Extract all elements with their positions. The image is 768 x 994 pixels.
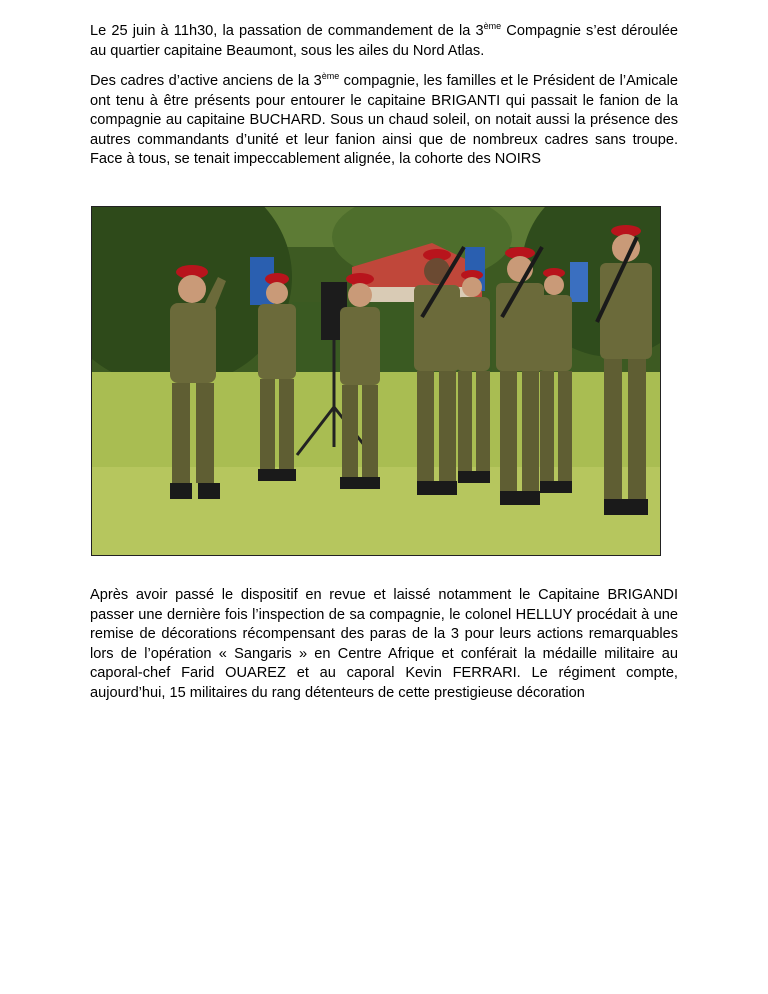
ceremony-illustration <box>92 207 660 555</box>
ceremony-photo <box>91 206 661 556</box>
paragraph-1: Le 25 juin à 11h30, la passation de commandement de la 3ème Compagnie s’est déroulée au quartier capitaine Beaumont, sous les ailes du Nord Atlas. <box>90 21 678 59</box>
paragraph-3: Après avoir passé le dispositif en revue et laissé notamment le Capitaine BRIGANDI passer une dernière fois l’inspection de sa compagnie, le colonel HELLUY procédait à une remise de décorations récompensant des paras de la 3 pour leurs actions remarquables lors de l’opération « Sangaris » en Centre Afrique et conférait la médaille militaire au caporal-chef Farid OUAREZ et au caporal Kevin FERRARI. Le régiment compte, aujourd’hui, 15 militaires du rang détenteurs de cette prestigieuse décoration <box>90 587 678 701</box>
paragraph-2: Des cadres d’active anciens de la 3ème compagnie, les familles et le Président de l’Amicale ont tenu à être présents pour entourer le capitaine BRIGANTI qui passait le fanion de la compagnie au capitaine BUCHARD. Sous un chaud soleil, on notait aussi la présence des autres commandants d’unité et leur fanion ainsi que de nombreux cadres sans troupe. Face à tous, se tenait impeccablement alignée, la cohorte des NOIRS <box>90 71 678 167</box>
superscript: ème <box>483 21 502 32</box>
superscript: ème <box>321 71 340 82</box>
